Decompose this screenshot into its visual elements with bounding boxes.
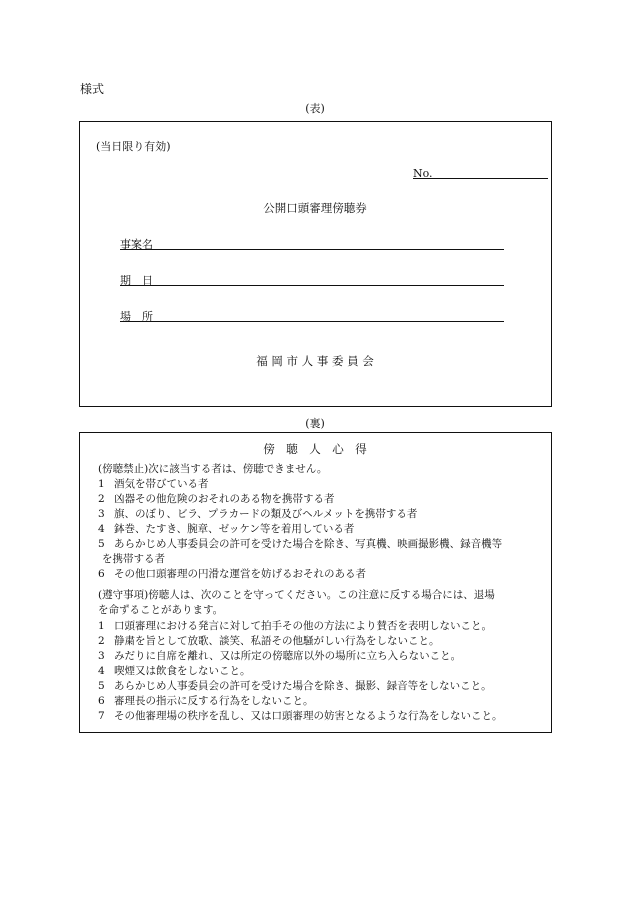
item-number: 1 xyxy=(98,620,105,632)
item-number: 3 xyxy=(98,508,105,520)
item-number: 3 xyxy=(98,650,105,662)
item-text: 旗、のぼり、ビラ、プラカードの類及びヘルメットを携帯する者 xyxy=(114,508,418,520)
field-place-line xyxy=(120,321,504,322)
item-text: 鉢巻、たすき、腕章、ゼッケン等を着用している者 xyxy=(114,523,355,535)
prohibition-item xyxy=(98,507,417,522)
prohibition-intro: (傍聴禁止)次に該当する者は、傍聴できません。 xyxy=(98,463,328,475)
item-text: 凶器その他危険のおそれのある物を携帯する者 xyxy=(114,493,335,505)
item-text: その他口頭審理の円滑な運営を妨げるおそれのある者 xyxy=(114,568,366,580)
item-number: 4 xyxy=(98,523,105,535)
compliance-item xyxy=(98,634,440,649)
rules-box xyxy=(79,432,552,733)
item-number: 4 xyxy=(98,665,105,677)
ticket-number-line xyxy=(413,178,548,179)
compliance-item xyxy=(98,664,251,679)
item-text: 喫煙又は飲食をしないこと。 xyxy=(114,665,251,677)
item-text: 酒気を帯びている者 xyxy=(114,478,209,490)
item-number: 5 xyxy=(98,538,105,550)
item-text: 審理長の指示に反する行為をしないこと。 xyxy=(114,695,314,707)
compliance-item xyxy=(98,709,503,724)
compliance-item xyxy=(98,649,461,664)
ticket-number-label: No. xyxy=(413,167,433,180)
compliance-intro: (遵守事項)傍聴人は、次のことを守ってください。この注意に反する場合には、退場 xyxy=(98,589,495,601)
item-text: 口頭審理における発言に対して拍手その他の方法により賛否を表明しないこと。 xyxy=(114,620,492,632)
compliance-intro-continuation: を命ずることがあります。 xyxy=(98,604,224,616)
ticket-box xyxy=(79,121,552,407)
field-case-name-line xyxy=(120,249,504,250)
prohibition-item xyxy=(98,567,366,582)
item-number: 6 xyxy=(98,568,105,580)
item-number: 7 xyxy=(98,710,105,722)
compliance-item xyxy=(98,619,492,634)
field-case-name-label: 事案名 xyxy=(120,238,153,251)
item-text: あらかじめ人事委員会の許可を受けた場合を除き、撮影、録音等をしないこと。 xyxy=(114,680,492,692)
item-number: 2 xyxy=(98,635,105,647)
prohibition-item xyxy=(98,492,335,507)
validity-note: (当日限り有効) xyxy=(96,140,171,153)
prohibition-item xyxy=(98,477,209,492)
item-text: あらかじめ人事委員会の許可を受けた場合を除き、写真機、映画撮影機、録音機等 xyxy=(114,538,503,550)
ticket-title: 公開口頭審理傍聴券 xyxy=(263,201,367,215)
compliance-item xyxy=(98,679,492,694)
rules-heading: 傍 聴 人 心 得 xyxy=(263,442,367,456)
field-date-line xyxy=(120,285,504,286)
item-text: 静粛を旨として放歌、談笑、私語その他騒がしい行為をしないこと。 xyxy=(114,635,440,647)
form-label: 様式 xyxy=(80,82,105,96)
field-date-label: 期 日 xyxy=(120,274,153,287)
prohibition-item xyxy=(98,537,502,552)
prohibition-item xyxy=(98,522,354,537)
item-number: 5 xyxy=(98,680,105,692)
prohibition-item-continuation xyxy=(102,552,165,567)
item-number: 1 xyxy=(98,478,105,490)
item-number: 6 xyxy=(98,695,105,707)
back-side-label: (裏) xyxy=(305,417,325,430)
compliance-item xyxy=(98,694,314,709)
field-place-label: 場 所 xyxy=(120,310,153,323)
item-text: みだりに自席を離れ、又は所定の傍聴席以外の場所に立ち入らないこと。 xyxy=(114,650,462,662)
item-text: を携帯する者 xyxy=(102,553,165,565)
issuer: 福 岡 市 人 事 委 員 会 xyxy=(256,354,374,368)
item-number: 2 xyxy=(98,493,105,505)
item-text: その他審理場の秩序を乱し、又は口頭審理の妨害となるような行為をしないこと。 xyxy=(114,710,503,722)
front-side-label: (表) xyxy=(305,102,325,115)
